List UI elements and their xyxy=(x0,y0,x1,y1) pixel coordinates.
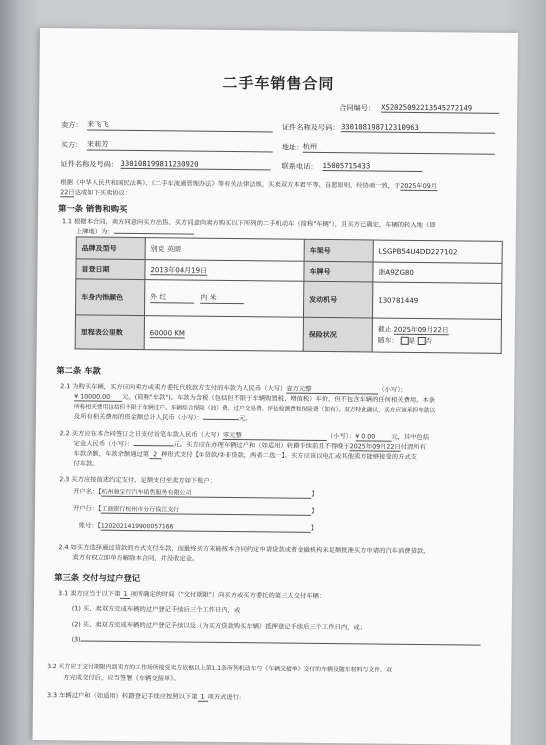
preamble-text: 根据《中华人民共和国民法典》、《二手车流通管理办法》等有关法律法规，买卖双方本着平等、自愿原则，经协商一致，于 xyxy=(60,179,401,190)
buyer-address-label: 地址： xyxy=(281,142,304,152)
article-3-1-text: 3.1 卖方应当于以下第 xyxy=(58,590,121,598)
no-label: 否 xyxy=(425,336,433,345)
article-2-1-text: 2.1 为购买车辆，买方应向卖方或卖方委托代收款方支付的车款为人民币（大写） xyxy=(60,383,287,393)
article-2-1-text-5: 元。 xyxy=(238,415,252,423)
article-1-1-text-end: 上牌地）为： xyxy=(75,228,114,236)
deposit-blank xyxy=(133,445,173,446)
total-amount-blank xyxy=(203,419,239,420)
plate-value: 浙A9ZG80 xyxy=(373,262,502,283)
buyer-phone: 15005715433 xyxy=(323,161,423,172)
delivery-option-2: (2) 买、卖双方完成车辆的过户登记手续以及（为买方贷款购买车辆）抵押登记手续后三个工作日内，或； xyxy=(71,621,367,632)
seller-id-label: 证件名称及号码： xyxy=(281,122,340,133)
mileage-value: 60000 KM xyxy=(149,328,185,338)
article-2-2-small-label: （小写）： xyxy=(326,433,356,441)
account-holder-close: 】 xyxy=(311,490,318,498)
price-small: ¥ 10000.00 xyxy=(74,393,122,402)
contract-no: XS2025092213545272149 xyxy=(381,103,499,114)
article-2-heading: 第二条 车款 xyxy=(56,365,101,376)
account-holder: 杭州骏宝行汽车销售服务有限公司 xyxy=(101,487,311,499)
bank-name-close: 】 xyxy=(311,507,318,515)
engine-label: 发动机号 xyxy=(303,281,372,318)
bank-name: 工商银行杭州市分行钱江支行 xyxy=(101,504,311,516)
article-2-2-text-5: 车款余额，车款余额通过第 xyxy=(73,450,150,459)
article-3-3-text-2: 项方式进行: xyxy=(207,693,242,702)
article-1-heading: 第一条 销售和购买 xyxy=(58,203,128,214)
yes-checkbox[interactable] xyxy=(400,336,408,344)
payment-method: 2 xyxy=(149,451,161,459)
insurance-label: 保险状况 xyxy=(303,317,372,352)
seller-id: 330108198712310963 xyxy=(341,122,495,134)
preamble-text-end: 达成如下买卖协议： xyxy=(74,189,132,197)
article-2-2-text-2: 元，其中包括 xyxy=(391,433,430,442)
article-1-1-text: 1.1 根据本合同，卖方同意向买方出售、买方同意向卖方购买以下所列的二手机动车（简称"车辆"），且买方已确定，车辆的转入地（即 xyxy=(61,218,436,230)
article-2-2-deposit-label: 定金人民币（小写）： xyxy=(73,440,134,449)
buyer-name: 来莉芳 xyxy=(87,139,273,152)
article-2-2-text-6: 种形式支付【①贷款/②非贷款，两者二选一】。买方应该以电汇或其他卖方能够接受的方式支 xyxy=(161,451,417,461)
seller-label: 卖方： xyxy=(60,120,83,130)
buyer-id: 330108199811230920 xyxy=(121,159,271,171)
delivery-option: 1 xyxy=(120,591,130,599)
brand-value: 别克 英朗 xyxy=(145,238,304,262)
yes-label: 是 xyxy=(408,336,416,345)
article-3-2-text-2: 方完成交付后，应当签署《车辆交接单》。 xyxy=(63,674,180,683)
vin-value: LSGPB54U4DD227102 xyxy=(373,240,502,263)
article-2-4-text: 2.4 如买方选择通过贷款的方式支付车款，而最终买方未能按本合同约定申请贷款或者金融机构未足额批准买方申请的汽车消费贷款， xyxy=(58,544,430,556)
account-number: 1202021419900057166 xyxy=(101,523,311,533)
buyer-phone-label: 联系电话： xyxy=(281,161,318,171)
down-payment-small: ¥ 0.00 xyxy=(355,433,391,441)
transfer-option: 1 xyxy=(198,694,208,702)
account-holder-label: 开户名：【 xyxy=(73,488,102,496)
interior-color: 内 米 xyxy=(200,293,244,304)
article-2-1-small-label: （小写）： xyxy=(378,386,407,394)
contract-no-label: 合同编号： xyxy=(339,103,376,113)
buyer-label: 买方： xyxy=(60,140,83,150)
article-2-1-text-4: 及所有相关费用的资金额总计人民币（小写）： xyxy=(73,413,204,422)
article-2-1-text-3: 所称相关费用包括但不限于车辆过户、车辆综合保险（油）费、过户交易费、评估检测费和保险费（如有）。双方特此确认，买方应该承担车款以 xyxy=(73,404,436,415)
plate-label: 车牌号 xyxy=(304,261,373,282)
buyer-address: 杭州 xyxy=(303,142,495,155)
brand-label: 品牌及型号 xyxy=(76,237,145,260)
article-2-2-text-4: 付清所有 xyxy=(400,443,426,452)
contract-page xyxy=(33,28,518,745)
document-title: 二手车销售合同 xyxy=(222,73,335,94)
delivery-option-3-blank xyxy=(81,640,481,645)
no-checkbox[interactable] xyxy=(417,336,425,344)
article-3-3-text: 3.3 车辆过户和（如适用）转籍登记手续应按照以下第 xyxy=(46,692,198,701)
account-number-label: 账号：【 xyxy=(78,522,101,530)
with-car-label: 随车： xyxy=(377,336,399,345)
vin-label: 车架号 xyxy=(304,239,373,262)
article-2-2-text-3: 元。买方应在办理车辆过户和（如适用）转籍手续前且不得晚于 xyxy=(173,441,350,451)
price-upper: 壹万元整 xyxy=(286,384,378,395)
reg-date-label: 首登日期 xyxy=(76,259,145,280)
account-number-close: 】 xyxy=(310,524,318,532)
seller-name: 来飞飞 xyxy=(87,119,273,132)
article-2-1-text-2: 元。(简称"车款")。车款为含税（包括但不限于车辆购置税、增值税）车价，但不包含车辆的任何相关费用。本条 xyxy=(122,393,436,405)
insurance-until: 2025年09月22日 xyxy=(393,325,449,334)
down-payment-upper: 零元整 xyxy=(223,430,327,441)
article-3-1-text-2: 项所确定的时间（"交付期限"）向买方或买方委托的第三人交付车辆： xyxy=(130,590,326,601)
destination-blank xyxy=(114,233,194,235)
delivery-option-3: (3) xyxy=(71,636,81,644)
bank-name-label: 开户行：【 xyxy=(72,505,102,513)
preamble-day: 22日 xyxy=(60,189,75,197)
vehicle-info-table xyxy=(75,236,503,353)
buyer-id-label: 证件名称及号码： xyxy=(60,159,119,169)
color-label: 车身内饰颜色 xyxy=(75,279,144,316)
article-2-4-text-2: 卖方有权立即单方解除本合同，并没收定金。 xyxy=(72,554,199,563)
article-2-3-text: 2.3 买方应按前述约定支付、足额支付至卖方如下账户： xyxy=(59,476,217,485)
balance-due-date: 2025年09月22日 xyxy=(349,443,401,451)
article-2-2-text-7: 付车款。 xyxy=(73,460,99,468)
article-2-2-text: 2.2 买方应在本合同签订之日支付首笔车款人民币（大写） xyxy=(59,430,223,439)
article-3-heading: 第三条 交付与过户登记 xyxy=(54,572,141,584)
article-3-2-text: 3.2 买方应于交付期限内到卖方的工作场所接受卖方依据以上第1.1条所列机动车与《车辆交接单》交付的车辆及随车材料与文件。双 xyxy=(47,664,392,674)
mileage-label: 里程表公里数 xyxy=(75,315,144,350)
delivery-option-1: (1) 买、卖双方完成车辆的过户登记手续后三个工作日内，或 xyxy=(71,605,241,615)
reg-date-value: 2013年04月19日 xyxy=(150,265,208,275)
preamble-date: 2025年09月 xyxy=(400,182,438,191)
engine-value: 130781449 xyxy=(372,282,501,319)
exterior-color: 外 红 xyxy=(150,292,194,303)
insurance-until-prefix: 截止 xyxy=(377,325,392,334)
